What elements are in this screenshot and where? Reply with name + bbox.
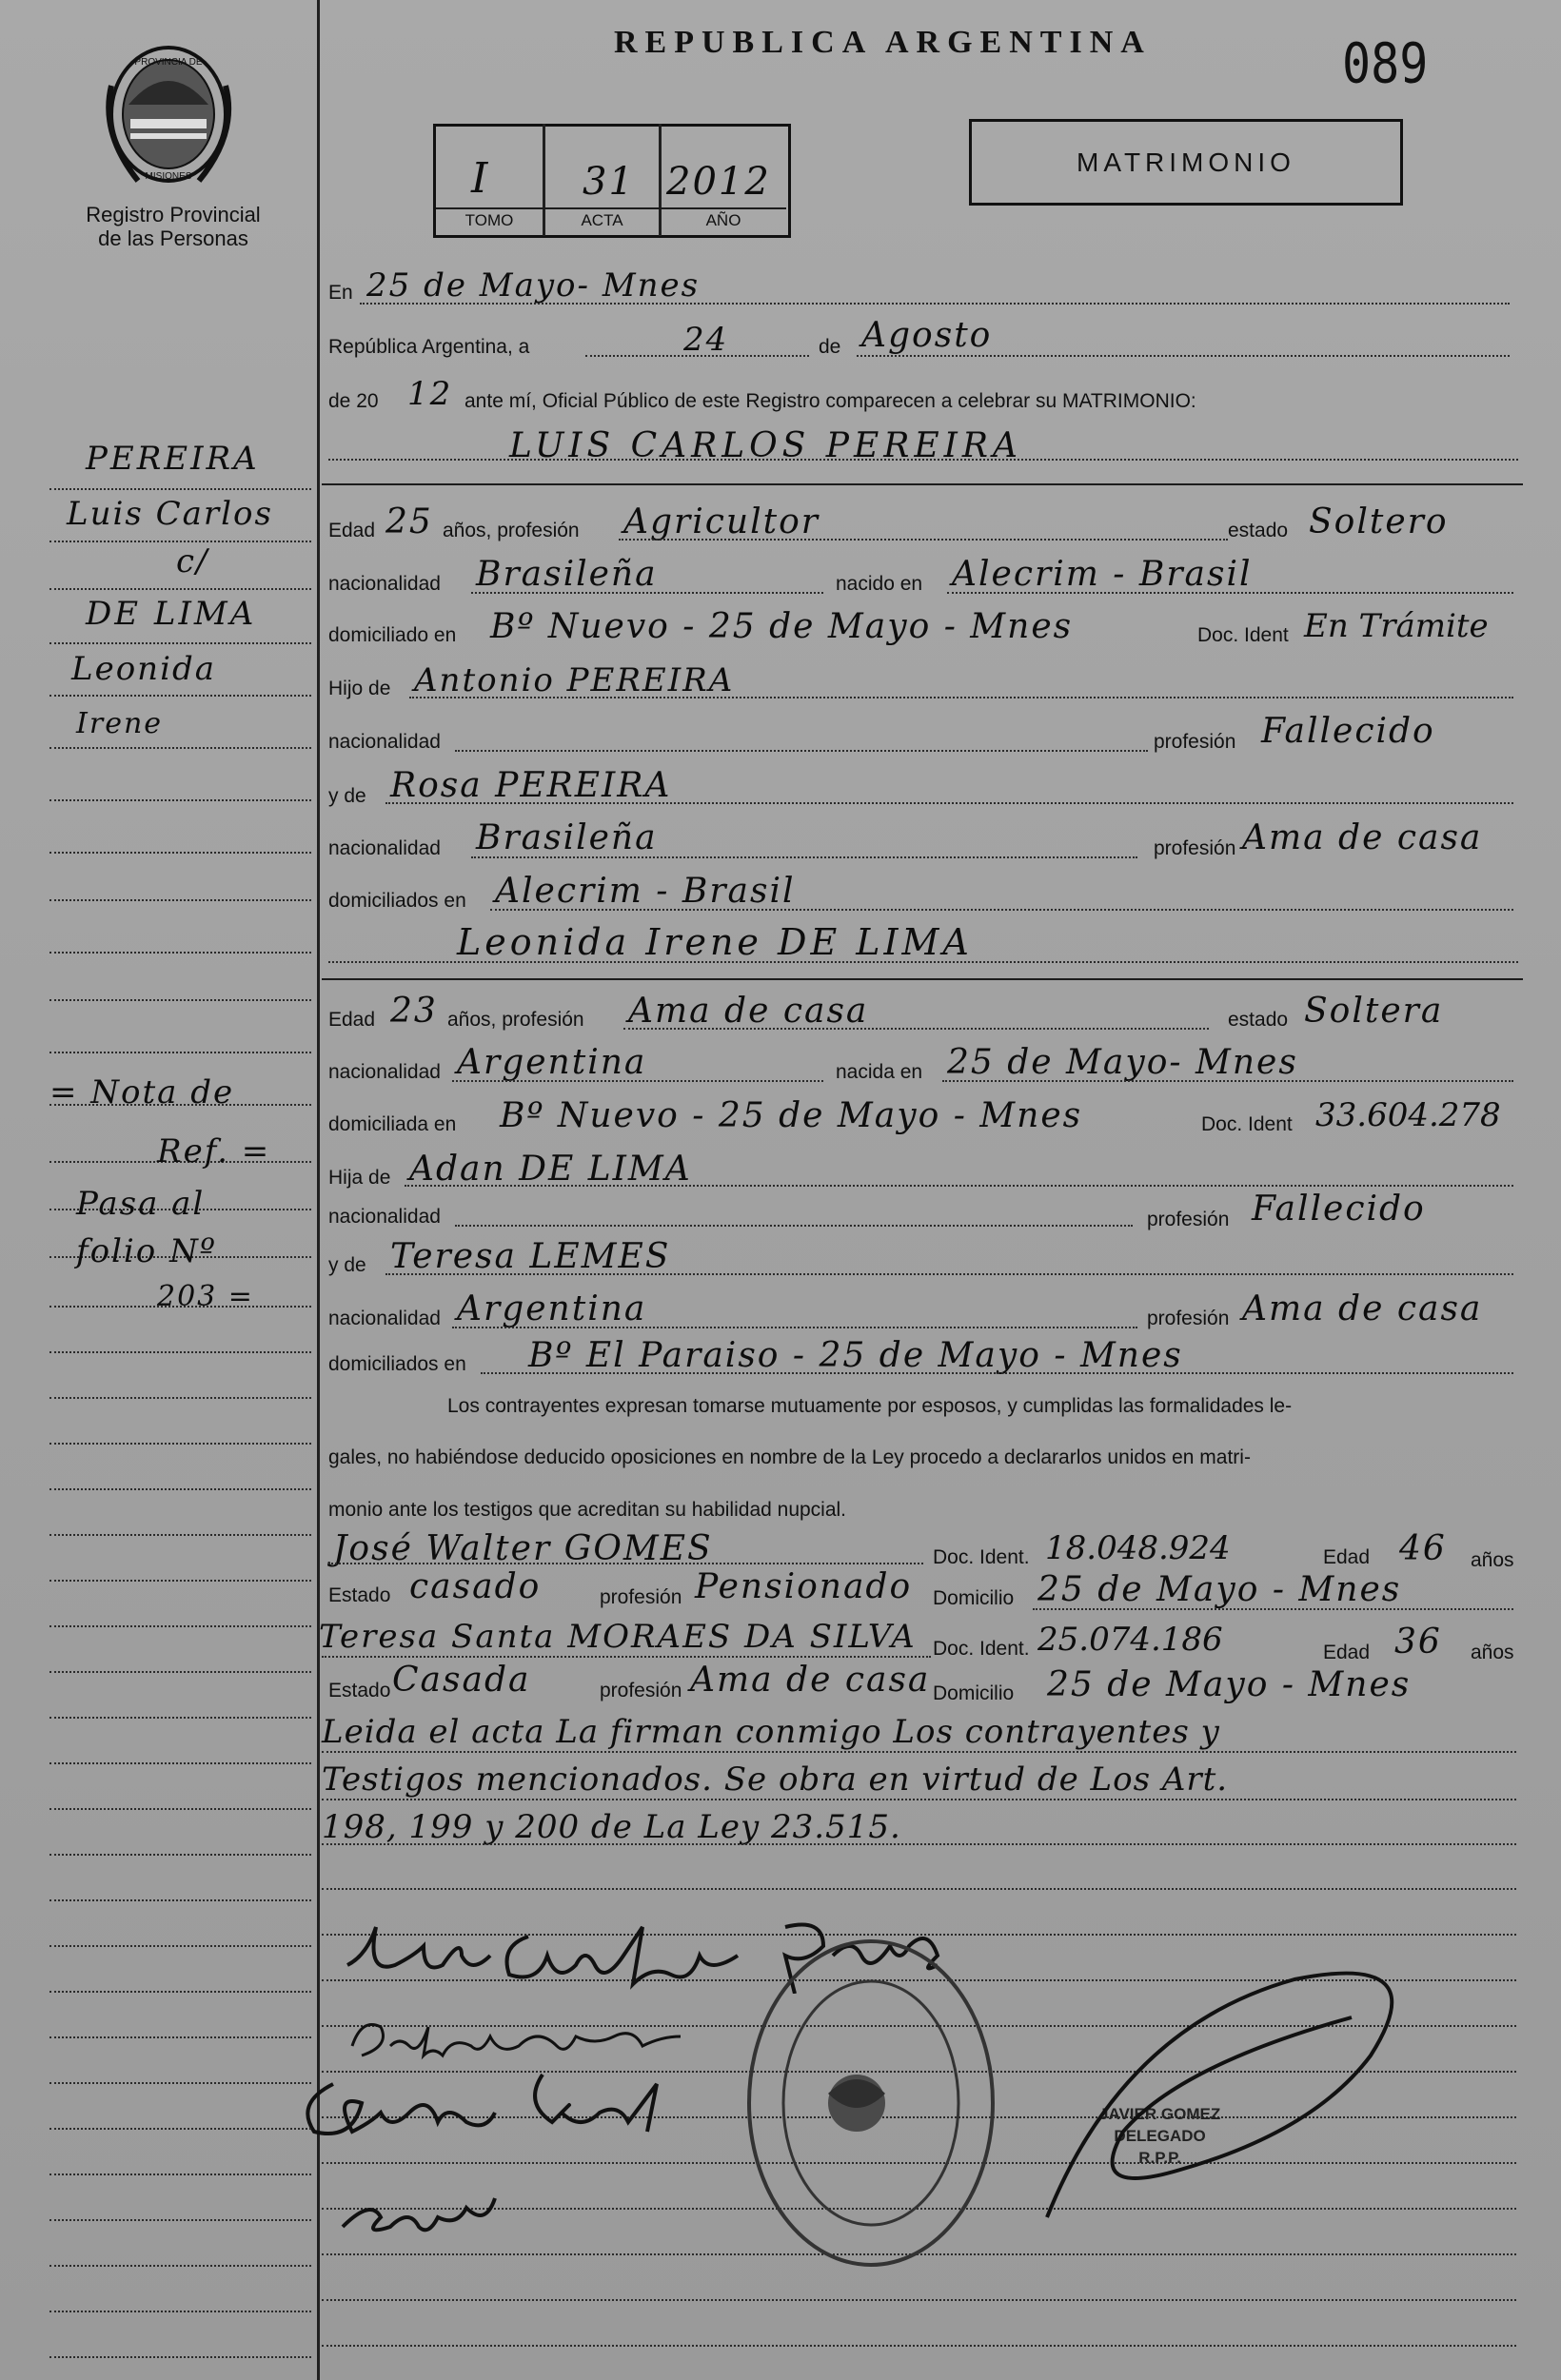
witness2-domicilio-label: Domicilio	[933, 1682, 1015, 1704]
witness1-doc-label: Doc. Ident.	[933, 1546, 1030, 1568]
registry-name: Registro Provincial de las Personas	[86, 203, 261, 250]
bride-doc-label: Doc. Ident	[1201, 1113, 1293, 1135]
groom-parents-address: Alecrim - Brasil	[495, 872, 796, 911]
witness2-anos-label: años	[1471, 1642, 1514, 1663]
document-type-box	[969, 119, 1403, 206]
groom-doc: En Trámite	[1304, 607, 1489, 645]
witness2-name: Teresa Santa MORAES DA SILVA	[319, 1618, 917, 1656]
bride-nacionalidad-label: nacionalidad	[328, 1061, 441, 1083]
misiones-emblem-icon	[100, 38, 238, 190]
bride-father-prof-label: profesión	[1147, 1209, 1230, 1230]
en-label: En	[328, 282, 353, 304]
closing-note-line-1: Leida el acta La firman conmigo Los contrayentes y	[322, 1713, 1220, 1751]
bride-yde-label: y de	[328, 1254, 366, 1276]
closing-note-line-3: 198, 199 y 200 de La Ley 23.515.	[322, 1808, 901, 1846]
witness1-age: 46	[1399, 1529, 1447, 1568]
margin-bride-name-2: Irene	[76, 707, 164, 740]
witness1-civil-status: casado	[409, 1567, 542, 1606]
groom-edad-label: Edad	[328, 520, 376, 541]
groom-civil-status: Soltero	[1309, 502, 1449, 541]
groom-mother-nat-label: nacionalidad	[328, 837, 441, 859]
bride-address: Bº Nuevo - 25 de Mayo - Mnes	[500, 1096, 1083, 1135]
acta-label: ACTA	[581, 211, 623, 229]
witness2-profesion-label: profesión	[600, 1680, 682, 1701]
bride-father: Adan DE LIMA	[409, 1150, 692, 1189]
declaration-line-3: monio ante los testigos que acreditan su habilidad nupcial.	[328, 1499, 847, 1521]
margin-divider	[317, 0, 320, 2380]
groom-father-nat-label: nacionalidad	[328, 731, 441, 753]
margin-note-line-1: = Nota de	[49, 1073, 235, 1111]
bride-profesion-label: años, profesión	[447, 1009, 584, 1031]
witness2-edad-label: Edad	[1323, 1642, 1371, 1663]
ano-label: AÑO	[705, 211, 741, 229]
delegate-stamp-line-2: DELEGADO	[1114, 2127, 1206, 2145]
groom-hijo-label: Hijo de	[328, 678, 391, 699]
margin-note-line-4: folio Nº	[76, 1232, 217, 1270]
svg-text:MISIONES: MISIONES	[145, 171, 192, 182]
page-number: 089	[1342, 31, 1429, 96]
groom-doc-label: Doc. Ident	[1197, 624, 1289, 646]
bride-domicilio-label: domiciliada en	[328, 1113, 457, 1135]
document-type: MATRIMONIO	[1077, 147, 1295, 177]
country-title: REPUBLICA ARGENTINA	[614, 25, 1152, 60]
signature-witness2-icon	[333, 2189, 504, 2236]
month-value: Agosto	[861, 316, 993, 355]
groom-profesion-label: años, profesión	[443, 520, 580, 541]
groom-father: Antonio PEREIRA	[414, 661, 735, 699]
witness2-estado-label: Estado	[328, 1680, 391, 1701]
bride-parents-address: Bº El Paraiso - 25 de Mayo - Mnes	[528, 1336, 1183, 1375]
groom-profession: Agricultor	[623, 502, 820, 541]
witness1-profession: Pensionado	[695, 1567, 913, 1606]
witness1-profesion-label: profesión	[600, 1586, 682, 1608]
groom-mother-prof-label: profesión	[1154, 837, 1236, 859]
groom-birthplace: Alecrim - Brasil	[952, 555, 1253, 594]
witness1-domicilio-label: Domicilio	[933, 1587, 1015, 1609]
margin-connector: c/	[176, 542, 209, 580]
margin-bride-name: Leonida	[71, 650, 216, 688]
bride-hija-label: Hija de	[328, 1167, 391, 1189]
declaration-line-1: Los contrayentes expresan tomarse mutuamente por esposos, y cumplidas las formalidades le-	[447, 1395, 1293, 1417]
year-prefix: de 20	[328, 390, 379, 412]
witness1-address: 25 de Mayo - Mnes	[1037, 1570, 1402, 1609]
margin-surname: PEREIRA	[86, 440, 260, 478]
witness1-anos-label: años	[1471, 1549, 1514, 1571]
bride-parents-dom-label: domiciliados en	[328, 1353, 466, 1375]
bride-civil-status: Soltera	[1304, 992, 1444, 1031]
witness2-doc: 25.074.186	[1037, 1621, 1223, 1659]
groom-father-prof-label: profesión	[1154, 731, 1236, 753]
groom-nacido-label: nacido en	[836, 573, 923, 595]
margin-note-line-2: Ref. =	[157, 1132, 271, 1170]
signature-bride-icon	[343, 2008, 742, 2065]
witness2-age: 36	[1394, 1623, 1442, 1662]
groom-nationality: Brasileña	[476, 555, 658, 594]
margin-note-line-5: 203 =	[157, 1280, 254, 1313]
margin-given-names: Luis Carlos	[67, 495, 273, 533]
bride-mother-nationality: Argentina	[457, 1289, 647, 1328]
tomo-value: I	[471, 154, 490, 203]
bride-father-profession: Fallecido	[1252, 1190, 1426, 1229]
groom-domicilio-label: domiciliado en	[328, 624, 457, 646]
signature-witness1-icon	[295, 2065, 676, 2141]
bride-nationality: Argentina	[457, 1043, 647, 1082]
witness2-civil-status: Casada	[392, 1661, 531, 1700]
groom-nacionalidad-label: nacionalidad	[328, 573, 441, 595]
groom-address: Bº Nuevo - 25 de Mayo - Mnes	[490, 607, 1074, 646]
bride-mother-profession: Ama de casa	[1242, 1289, 1483, 1328]
groom-mother: Rosa PEREIRA	[390, 766, 672, 805]
bride-father-nat-label: nacionalidad	[328, 1206, 441, 1228]
official-seal-icon	[738, 1932, 1004, 2274]
groom-estado-label: estado	[1228, 520, 1289, 541]
closing-note-line-2: Testigos mencionados. Se obra en virtud de Los Art.	[322, 1760, 1229, 1799]
witness2-doc-label: Doc. Ident.	[933, 1638, 1030, 1660]
acta-value: 31	[583, 160, 635, 204]
bride-mother-nat-label: nacionalidad	[328, 1308, 441, 1329]
bride-age: 23	[390, 992, 438, 1031]
bride-edad-label: Edad	[328, 1009, 376, 1031]
bride-nacida-label: nacida en	[836, 1061, 923, 1083]
bride-doc: 33.604.278	[1315, 1096, 1501, 1134]
witness1-name: José Walter GOMES	[333, 1529, 713, 1568]
witness2-address: 25 de Mayo - Mnes	[1047, 1665, 1412, 1704]
witness1-estado-label: Estado	[328, 1584, 391, 1606]
groom-parents-dom-label: domiciliados en	[328, 890, 466, 912]
ano-value: 2012	[666, 160, 771, 204]
groom-full-name: LUIS CARLOS PEREIRA	[509, 426, 1022, 465]
delegate-stamp-line-3: R.P.P.	[1138, 2149, 1181, 2167]
witness1-doc: 18.048.924	[1045, 1529, 1231, 1567]
place-value: 25 de Mayo- Mnes	[366, 266, 701, 305]
groom-age: 25	[385, 502, 433, 541]
groom-mother-nationality: Brasileña	[476, 818, 658, 857]
groom-father-profession: Fallecido	[1261, 712, 1435, 751]
bride-profession: Ama de casa	[628, 992, 869, 1031]
witness2-profession: Ama de casa	[690, 1661, 931, 1700]
delegate-stamp-line-1: JAVIER GOMEZ	[1099, 2105, 1221, 2123]
country-a-label: República Argentina, a	[328, 336, 530, 358]
bride-mother-prof-label: profesión	[1147, 1308, 1230, 1329]
bride-birthplace: 25 de Mayo- Mnes	[947, 1043, 1298, 1082]
svg-text:PROVINCIA DE: PROVINCIA DE	[134, 57, 203, 68]
margin-bride-surname: DE LIMA	[86, 595, 257, 633]
day-value: 24	[683, 321, 729, 359]
bride-mother: Teresa LEMES	[390, 1237, 671, 1276]
bride-estado-label: estado	[1228, 1009, 1289, 1031]
officer-signature-icon	[1028, 1951, 1437, 2236]
margin-note-line-3: Pasa al	[76, 1185, 206, 1223]
tomo-label: TOMO	[464, 211, 514, 229]
groom-yde-label: y de	[328, 785, 366, 807]
groom-mother-profession: Ama de casa	[1242, 818, 1483, 857]
intro-text: ante mí, Oficial Público de este Registro comparecen a celebrar su MATRIMONIO:	[464, 390, 1196, 412]
de-label: de	[819, 336, 841, 358]
bride-full-name: Leonida Irene DE LIMA	[457, 921, 973, 963]
year-suffix: 12	[407, 375, 453, 413]
witness1-edad-label: Edad	[1323, 1546, 1371, 1568]
declaration-line-2: gales, no habiéndose deducido oposiciones en nombre de la Ley procedo a declararlos unidos en matri-	[328, 1446, 1251, 1468]
